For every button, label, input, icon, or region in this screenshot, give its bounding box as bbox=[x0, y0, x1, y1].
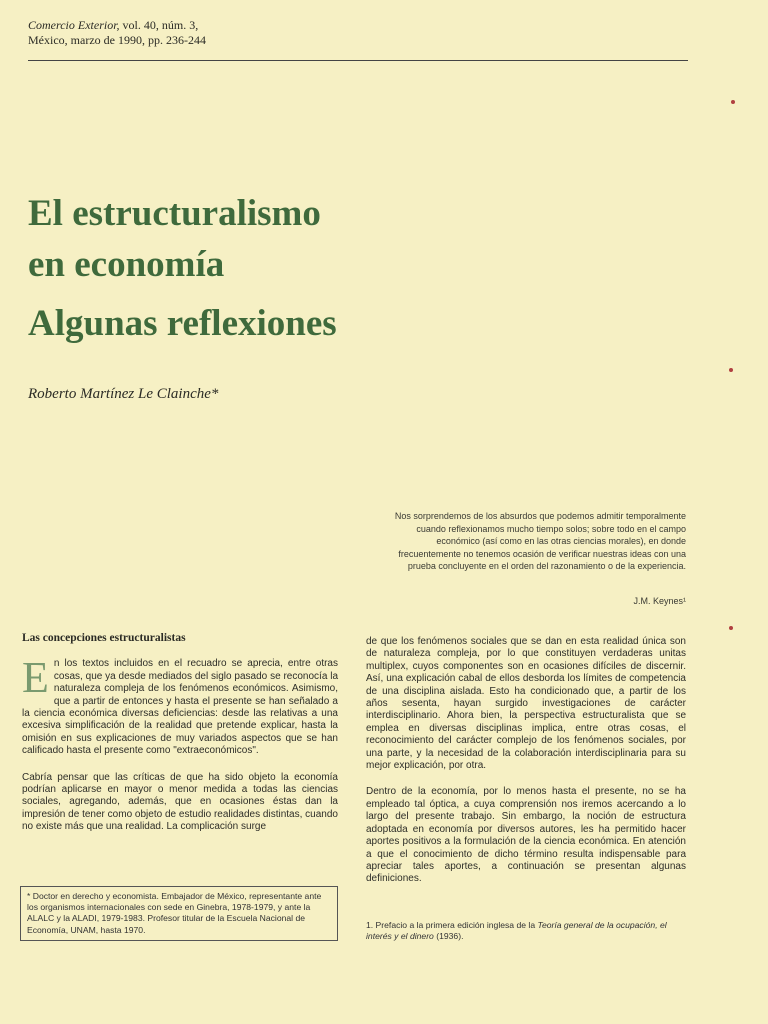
footnote-suffix: (1936). bbox=[433, 931, 464, 942]
paragraph-2: Cabría pensar que las críticas de que ha sido objeto la economía podrían aplicarse en mayor o menor medida a todas las ciencias sociales, agregando, además, que en ocasiones éstas dan la impresión de tener como objeto de estudio realidades distintas, cuando no existe más que una realidad. La complicación surge bbox=[22, 771, 338, 833]
header-rule bbox=[28, 60, 688, 61]
left-column bbox=[22, 632, 338, 848]
drop-cap: E bbox=[22, 653, 49, 703]
journal-line-2: México, marzo de 1990, pp. 236-244 bbox=[28, 33, 206, 47]
margin-mark bbox=[731, 100, 735, 104]
section-heading: Las concepciones estructuralistas bbox=[22, 632, 186, 644]
margin-mark bbox=[729, 626, 733, 630]
paragraph-1-text: n los textos incluidos en el recuadro se aprecia, entre otras cosas, que ya desde mediados del siglo pasado se reconocía la naturaleza compleja de los fenómenos económicos. Asimismo, que a partir de entonces y hasta el presente se han señalado a la ciencia económica diversas deficiencias: desde las relativas a una excesiva simplificación de la realidad que pretende explicar, hasta la omisión en sus explicaciones de muy variados aspectos que se han calificado hasta el presente como "extraeconómicos". bbox=[22, 658, 338, 757]
author-footnote: * Doctor en derecho y economista. Embajador de México, representante ante los organismos internacionales con sede en Ginebra, 1978-1979, y ante la ALALC y la ALADI, 1979-1983. Profesor titular de la Escuela Nacional de Economía, UNAM, hasta 1970. bbox=[20, 886, 338, 941]
journal-name: Comercio Exterior, bbox=[28, 18, 120, 32]
journal-line-1 bbox=[28, 18, 206, 33]
margin-mark bbox=[729, 368, 733, 372]
journal-issue: vol. 40, núm. 3, bbox=[119, 18, 199, 32]
title-line-1: El estructuralismo bbox=[28, 193, 321, 234]
article-title bbox=[28, 188, 628, 349]
paragraph-1 bbox=[22, 653, 338, 757]
journal-header bbox=[28, 18, 206, 48]
article-author: Roberto Martínez Le Clainche* bbox=[28, 386, 219, 402]
keynes-footnote bbox=[366, 920, 686, 943]
paragraph-3: de que los fenómenos sociales que se dan en esta realidad única son de naturaleza compleja, por lo que constituyen verdaderas unitas multiplex, cuyos componentes son en ocasiones difíciles de discernir. Así, una explicación cabal de ellos desborda los límites de competencia de una disciplina aislada. Esto ha condicionado que, a partir de los años sesenta, hayan surgido investigaciones de carácter interdisciplinario. Ahora bien, la perspectiva estructuralista que se emplea en diversas disciplinas implica, entre otras cosas, el reconocimiento del carácter complejo de los fenómenos sociales, por una parte, y la necesidad de la colaboración interdisciplinaria para su mejor explicación, por otra. bbox=[366, 636, 686, 772]
epigraph-quote: Nos sorprendemos de los absurdos que podemos admitir temporalmente cuando reflexionamos mucho tiempo solos; sobre todo en el campo económico (así como en las otras ciencias morales), en donde frecuentemente no tenemos ocasión de verificar nuestras ideas con una prueba concluyente en el orden del razonamiento o de la experiencia. bbox=[394, 511, 686, 572]
footnote-work-title: Teoría general de la ocupación, el interés y el dinero bbox=[366, 920, 667, 942]
paragraph-4: Dentro de la economía, por lo menos hasta el presente, no se ha empleado tal óptica, a cuya comprensión nos iremos acercando a lo largo del presente trabajo. Sin embargo, la noción de estructura adoptada en economía por diversos autores, les ha permitido hacer aportes positivos a la formulación de la ciencia económica. En atención a que el conocimiento de dicho término resulta indispensable para apreciar tales aportes, a continuación se presentan algunas definiciones. bbox=[366, 786, 686, 885]
article-subtitle: Algunas reflexiones bbox=[28, 303, 337, 344]
footnote-prefix: 1. Prefacio a la primera edición inglesa de la bbox=[366, 920, 538, 930]
title-line-2: en economía bbox=[28, 244, 225, 285]
epigraph-author: J.M. Keynes¹ bbox=[633, 596, 686, 606]
right-column bbox=[366, 636, 686, 900]
